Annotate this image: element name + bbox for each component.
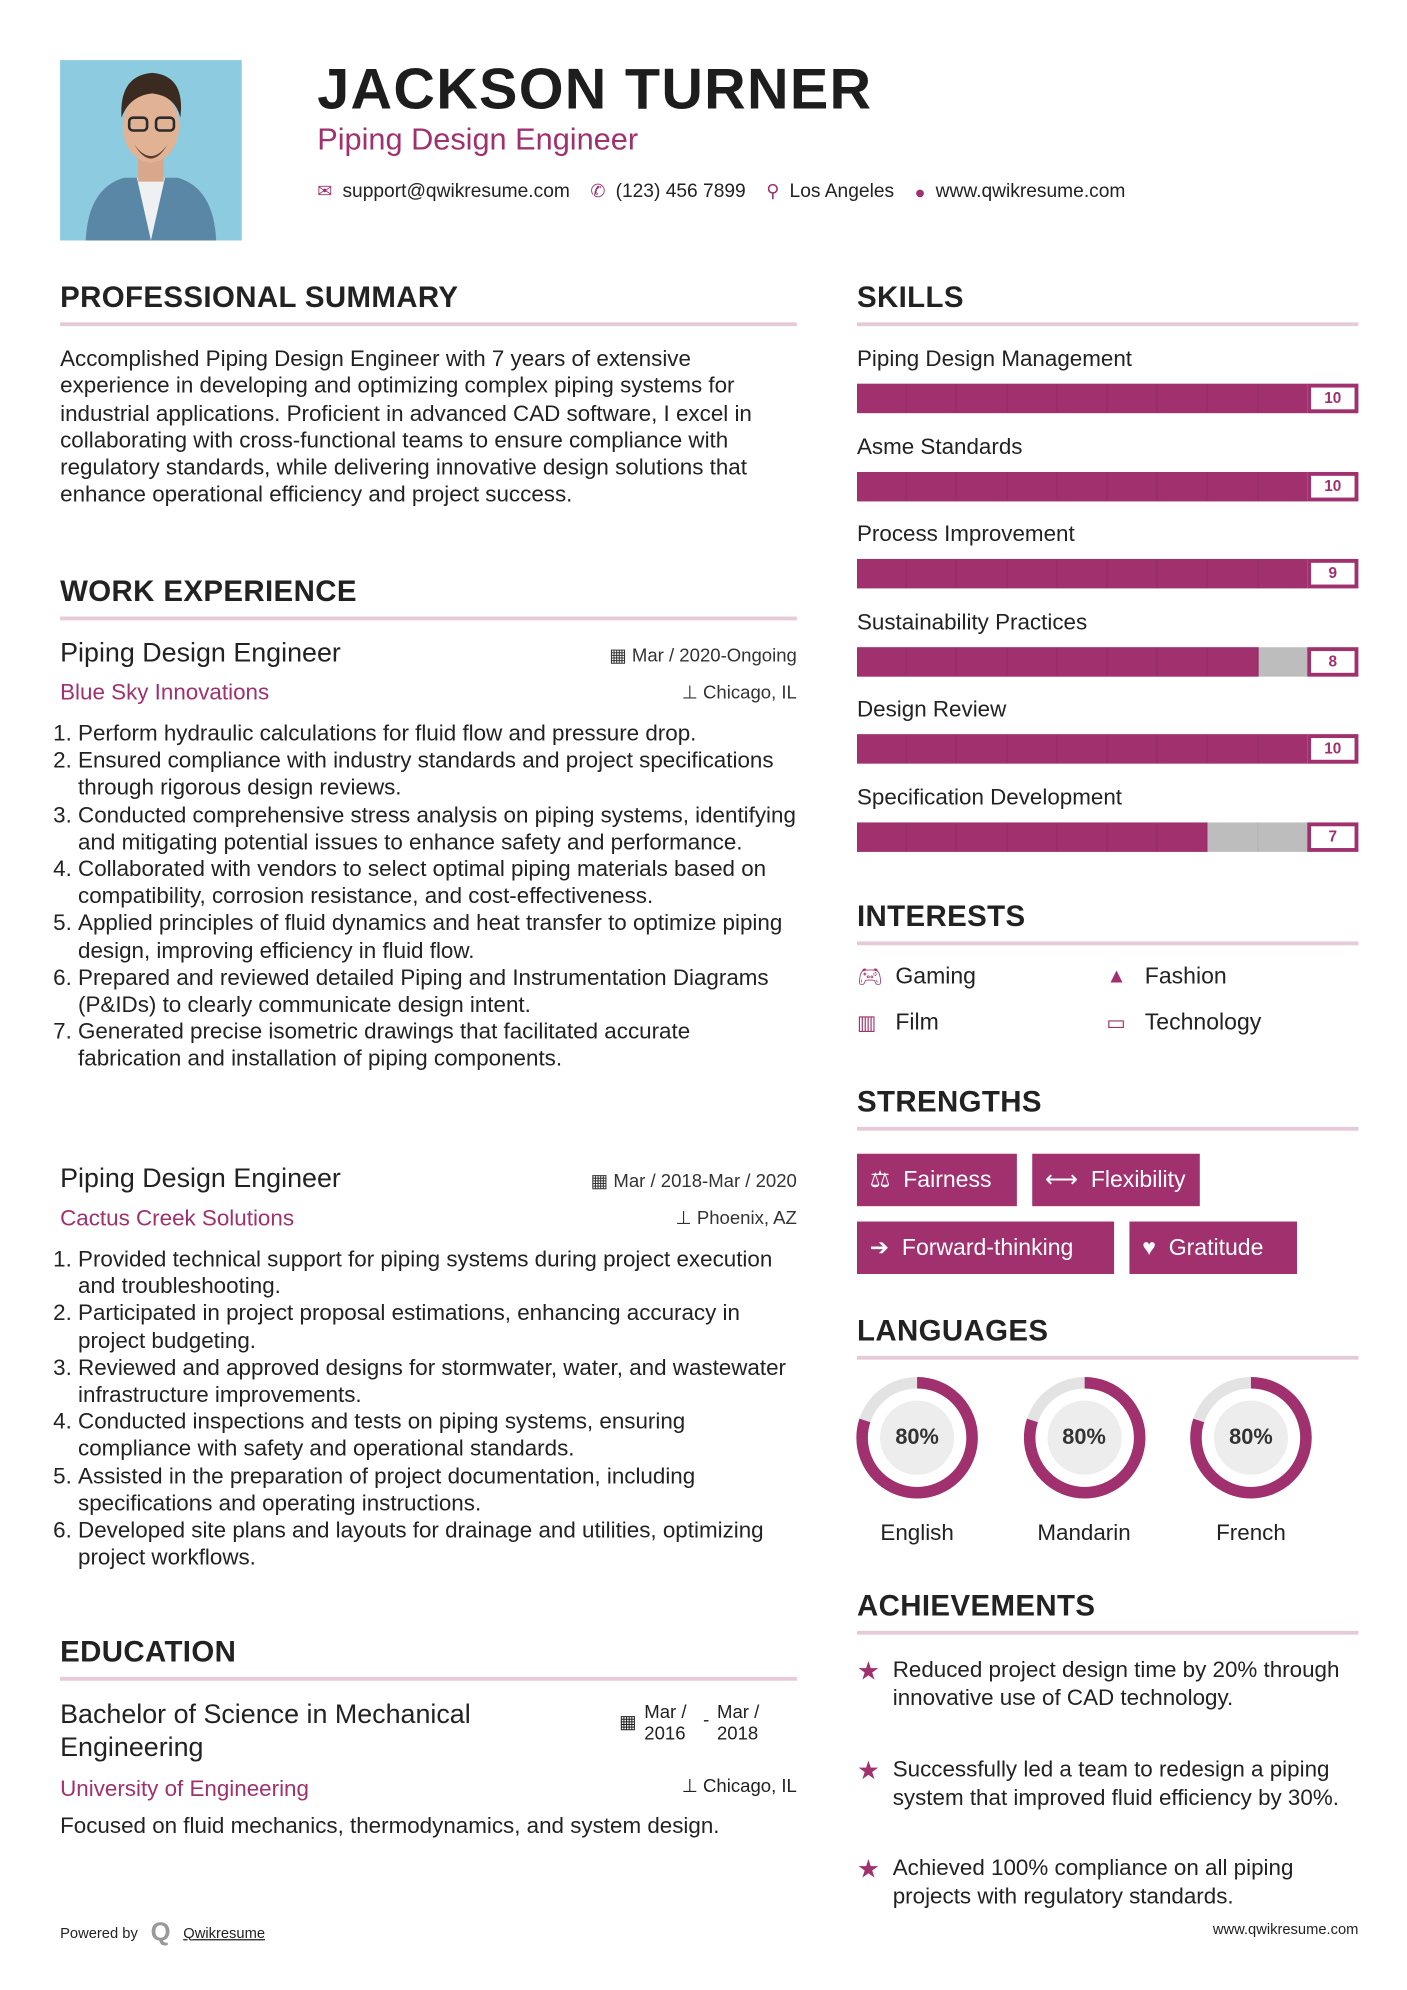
- qwikresume-logo-icon: Q: [150, 1918, 171, 1947]
- degree-title: Bachelor of Science in Mechanical Engineering: [60, 1699, 471, 1763]
- job-date: ▦ Mar / 2020-Ongoing: [609, 645, 797, 667]
- section-heading-interests: INTERESTS: [856, 899, 1026, 933]
- arrow-right-icon: ➔: [869, 1234, 890, 1260]
- laptop-icon: ▭: [1106, 1012, 1126, 1035]
- powered-by: Powered by Q Qwikresume: [60, 1918, 266, 1947]
- skill-bar: [857, 559, 1358, 588]
- interest-fashion: ▲ Fashion: [1106, 963, 1227, 989]
- summary-text: Accomplished Piping Design Engineer with 7 years of extensive experience in developing and optimizing complex piping systems for industrial applications. Proficient in advanced CAD software, I excel in collaborating with cross-functional teams to ensure compliance with regulatory standards, while delivering innovative design solutions that enhance operational efficiency and project success.: [60, 345, 752, 508]
- skill-name: Process Improvement: [856, 520, 1075, 547]
- job-date: ▦ Mar / 2018-Mar / 2020: [590, 1171, 797, 1193]
- divider: [857, 1356, 1358, 1360]
- bar-segment: [1158, 647, 1208, 676]
- arrows-h-icon: ⟷: [1045, 1166, 1079, 1193]
- bar-segment: [1007, 559, 1057, 588]
- bar-segment: [1158, 822, 1208, 851]
- duty-item: 1. Provided technical support for piping systems during project execution and troubleshooting.: [78, 1246, 797, 1300]
- education-description: Focused on fluid mechanics, thermodynamics, and system design.: [60, 1812, 720, 1839]
- language-item: [1187, 1375, 1315, 1546]
- bar-segment: [1108, 734, 1158, 763]
- bar-segment: [1058, 734, 1108, 763]
- location-text: Los Angeles: [789, 180, 895, 203]
- achievement-item: ★ Achieved 100% compliance on all piping projects with regulatory standards.: [856, 1854, 1294, 1909]
- skill-name: Asme Standards: [856, 432, 1023, 459]
- bar-segment: [957, 384, 1007, 413]
- bar-segment: [1108, 822, 1158, 851]
- bar-segment: [1258, 559, 1308, 588]
- skill-name: Piping Design Management: [856, 345, 1132, 371]
- bar-segment: [957, 471, 1007, 500]
- calendar-icon: ▦: [590, 1171, 614, 1193]
- bar-segment: [1158, 559, 1208, 588]
- duty-item: 2. Participated in project proposal estimations, enhancing accuracy in project budgeting.: [78, 1300, 797, 1354]
- divider: [60, 617, 797, 621]
- star-icon: ★: [856, 1657, 880, 1686]
- bar-segment: [1108, 647, 1158, 676]
- bar-segment: [1058, 384, 1108, 413]
- strength-tag: ⟷ Flexibility: [1032, 1154, 1200, 1206]
- language-name: English: [880, 1519, 954, 1546]
- pin-icon: ⊥: [675, 1208, 697, 1230]
- job-company: Cactus Creek Solutions: [60, 1204, 295, 1231]
- skill-score: 9: [1307, 559, 1358, 588]
- duty-item: 6. Prepared and reviewed detailed Piping and Instrumentation Diagrams (P&IDs) to clearly communicate design intent.: [78, 964, 797, 1018]
- job-entry: [60, 1164, 797, 1571]
- bar-segment: [907, 471, 957, 500]
- duty-item: 4. Collaborated with vendors to select optimal piping materials based on compatibility, corrosion resistance, and cost-effectiveness.: [78, 856, 797, 910]
- bar-segment: [857, 647, 907, 676]
- bar-segment: [857, 471, 907, 500]
- divider: [857, 322, 1358, 326]
- skill-item: [857, 696, 1358, 764]
- contact-bar: [317, 180, 1125, 202]
- duty-item: 5. Assisted in the preparation of project documentation, including specifications and operating instructions.: [78, 1463, 797, 1517]
- interest-technology: ▭ Technology: [1106, 1009, 1262, 1035]
- divider: [60, 1677, 797, 1681]
- language-item: [1020, 1375, 1148, 1546]
- bar-segment: [857, 734, 907, 763]
- bar-segment: [1058, 559, 1108, 588]
- duty-item: 1. Perform hydraulic calculations for fluid flow and pressure drop.: [78, 720, 797, 747]
- bar-segment: [1108, 471, 1158, 500]
- bar-segment: [857, 559, 907, 588]
- bar-segment: [1007, 471, 1057, 500]
- achievement-item: ★ Successfully led a team to redesign a piping system that improved fluid efficiency by 30%.: [856, 1756, 1339, 1810]
- bar-segment: [957, 734, 1007, 763]
- bar-segment: [857, 822, 907, 851]
- skill-item: [857, 783, 1358, 851]
- skill-item: [857, 345, 1358, 413]
- skill-score: 10: [1307, 734, 1358, 763]
- duty-item: 3. Reviewed and approved designs for stormwater, water, and wastewater infrastructure improvements.: [78, 1354, 797, 1408]
- envelope-icon: ✉: [317, 180, 333, 201]
- language-name: Mandarin: [1037, 1519, 1131, 1546]
- duty-item: 6. Developed site plans and layouts for drainage and utilities, optimizing project workflows.: [78, 1517, 797, 1571]
- job-duties: [60, 1246, 797, 1571]
- bar-segment: [1258, 471, 1308, 500]
- school-name: University of Engineering: [60, 1775, 309, 1801]
- phone-icon: ✆: [590, 180, 606, 201]
- skill-score: 8: [1307, 647, 1358, 676]
- section-heading-work: WORK EXPERIENCE: [60, 574, 357, 608]
- pin-icon: ⊥: [681, 683, 704, 704]
- star-icon: ★: [856, 1757, 880, 1786]
- bar-segment: [1258, 734, 1308, 763]
- calendar-icon: ▦: [619, 1712, 637, 1734]
- globe-icon: ●: [914, 180, 926, 202]
- skill-item: [857, 521, 1358, 589]
- job-title: Piping Design Engineer: [60, 1163, 341, 1194]
- bar-segment: [1007, 647, 1057, 676]
- bar-segment: [957, 559, 1007, 588]
- divider: [857, 1631, 1358, 1635]
- interest-film: ▥ Film: [856, 1009, 939, 1035]
- achievement-item: ★ Reduced project design time by 20% through innovative use of CAD technology.: [856, 1656, 1340, 1711]
- education-location: ⊥ Chicago, IL: [681, 1776, 797, 1798]
- skill-bar: [857, 471, 1358, 500]
- skill-score: 7: [1307, 822, 1358, 851]
- divider: [60, 322, 797, 326]
- star-icon: ★: [856, 1855, 880, 1885]
- skill-name: Sustainability Practices: [856, 608, 1088, 634]
- phone-text: (123) 456 7899: [615, 180, 746, 203]
- qwikresume-link[interactable]: Qwikresume: [183, 1925, 266, 1942]
- bar-segment: [907, 734, 957, 763]
- bar-segment: [1108, 559, 1158, 588]
- skill-score: 10: [1307, 384, 1358, 413]
- bar-segment: [1158, 734, 1208, 763]
- bar-segment: [1058, 471, 1108, 500]
- skill-name: Design Review: [856, 695, 1007, 722]
- skill-item: [857, 433, 1358, 501]
- map-marker-icon: ⚲: [766, 180, 780, 201]
- language-item: [853, 1375, 981, 1546]
- bar-segment: [1208, 734, 1258, 763]
- section-heading-achievements: ACHIEVEMENTS: [856, 1588, 1096, 1622]
- bar-segment: [1058, 647, 1108, 676]
- divider: [857, 941, 1358, 945]
- shopping-bag-icon: ▲: [1106, 965, 1127, 987]
- pin-icon: ⊥: [681, 1776, 704, 1798]
- bar-segment: [1208, 384, 1258, 413]
- strength-tag: ⚖ Fairness: [857, 1154, 1017, 1206]
- bar-segment: [1208, 471, 1258, 500]
- job-duties: [60, 720, 797, 1073]
- bar-segment: [1258, 647, 1308, 676]
- candidate-name: JACKSON TURNER: [317, 56, 873, 122]
- bar-segment: [1058, 822, 1108, 851]
- skill-score: 10: [1307, 471, 1358, 500]
- candidate-title: Piping Design Engineer: [317, 122, 639, 158]
- language-percent: 80%: [1062, 1424, 1106, 1450]
- duty-item: 7. Generated precise isometric drawings that facilitated accurate fabrication and installation of piping components.: [78, 1018, 797, 1072]
- job-title: Piping Design Engineer: [60, 638, 341, 668]
- bar-segment: [907, 384, 957, 413]
- bar-segment: [1258, 384, 1308, 413]
- bar-segment: [907, 647, 957, 676]
- bar-segment: [1208, 559, 1258, 588]
- bar-segment: [1158, 471, 1208, 500]
- skill-bar: [857, 384, 1358, 413]
- profile-photo: [60, 60, 242, 240]
- strength-tag: ➔ Forward-thinking: [857, 1222, 1114, 1274]
- strength-tag: ♥ Gratitude: [1129, 1222, 1297, 1274]
- job-entry: [60, 638, 797, 1072]
- bar-segment: [957, 822, 1007, 851]
- bar-segment: [1158, 384, 1208, 413]
- email-link[interactable]: support@qwikresume.com: [342, 180, 570, 203]
- section-heading-strengths: STRENGTHS: [856, 1084, 1042, 1118]
- bar-segment: [1108, 384, 1158, 413]
- skill-item: [857, 608, 1358, 676]
- bar-segment: [1007, 822, 1057, 851]
- job-location: ⊥ Chicago, IL: [681, 683, 797, 704]
- skill-name: Specification Development: [856, 783, 1123, 810]
- duty-item: 5. Applied principles of fluid dynamics and heat transfer to optimize piping design, improving efficiency in fluid flow.: [78, 910, 797, 964]
- education-dates: ▦ Mar / 2016 - Mar / 2018: [619, 1702, 760, 1745]
- language-percent: 80%: [1229, 1424, 1273, 1450]
- bar-segment: [857, 384, 907, 413]
- balance-scale-icon: ⚖: [869, 1166, 891, 1193]
- section-heading-skills: SKILLS: [856, 280, 964, 314]
- interest-gaming: 🎮︎ Gaming: [856, 963, 976, 989]
- job-location: ⊥ Phoenix, AZ: [675, 1208, 797, 1230]
- skill-bar: [857, 734, 1358, 763]
- language-name: French: [1216, 1519, 1286, 1546]
- film-icon: ▥: [856, 1012, 877, 1035]
- gamepad-icon: 🎮︎: [856, 966, 883, 989]
- bar-segment: [1258, 822, 1308, 851]
- bar-segment: [907, 559, 957, 588]
- bar-segment: [1208, 822, 1258, 851]
- footer-website[interactable]: www.qwikresume.com: [1212, 1922, 1359, 1938]
- bar-segment: [1208, 647, 1258, 676]
- skill-bar: [857, 822, 1358, 851]
- bar-segment: [957, 647, 1007, 676]
- calendar-icon: ▦: [609, 645, 632, 667]
- language-percent: 80%: [895, 1424, 939, 1450]
- duty-item: 3. Conducted comprehensive stress analysis on piping systems, identifying and mitigating potential issues to enhance safety and performance.: [78, 801, 797, 855]
- bar-segment: [1007, 384, 1057, 413]
- duty-item: 2. Ensured compliance with industry standards and project specifications through rigorous design reviews.: [78, 747, 797, 801]
- job-company: Blue Sky Innovations: [60, 679, 270, 705]
- bar-segment: [1007, 734, 1057, 763]
- section-heading-summary: PROFESSIONAL SUMMARY: [60, 280, 459, 314]
- skill-bar: [857, 647, 1358, 676]
- divider: [857, 1127, 1358, 1131]
- heart-icon: ♥: [1142, 1234, 1156, 1260]
- website-link[interactable]: www.qwikresume.com: [935, 180, 1126, 203]
- duty-item: 4. Conducted inspections and tests on piping systems, ensuring compliance with safety and operational standards.: [78, 1409, 797, 1463]
- section-heading-education: EDUCATION: [60, 1634, 237, 1668]
- section-heading-languages: LANGUAGES: [856, 1313, 1049, 1347]
- bar-segment: [907, 822, 957, 851]
